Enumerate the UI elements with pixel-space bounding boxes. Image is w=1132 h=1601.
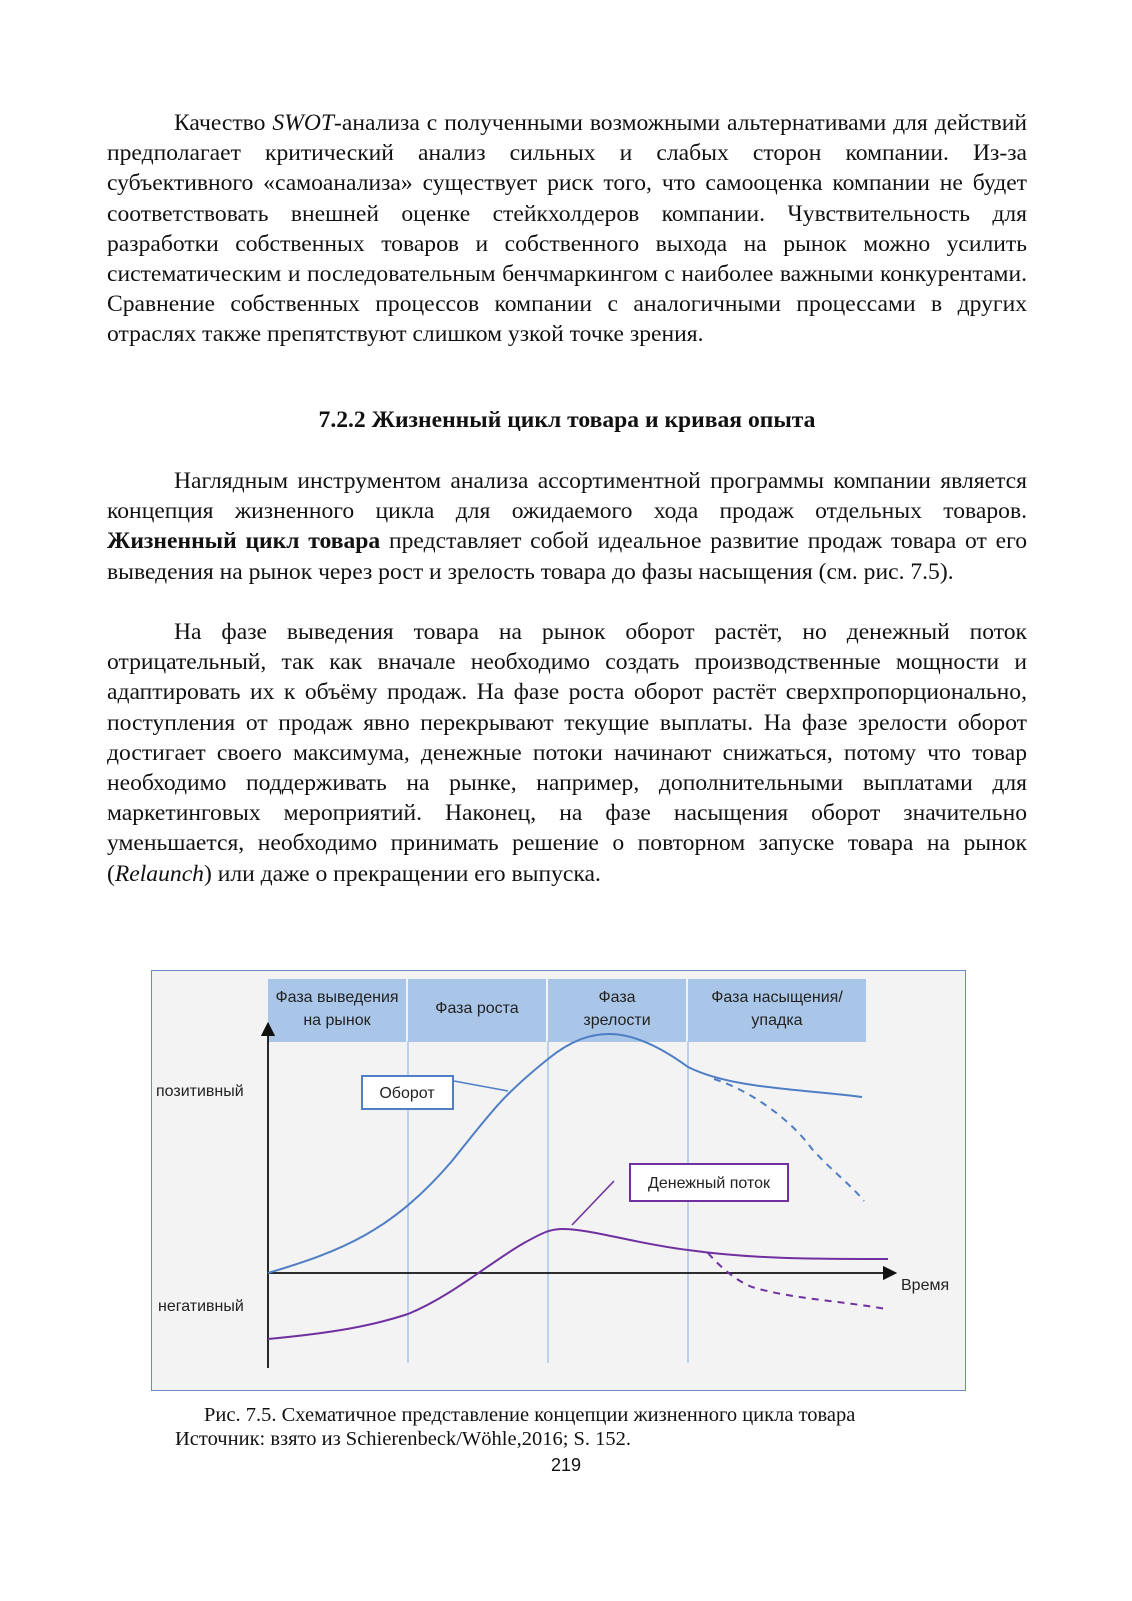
turnover-curve [268,1034,862,1273]
paragraph-text: -анализа с полученными возможными альтернативами для действий предполагает критический анализ сильных и слабых сторон компании. Из-за субъективного «самоанализа» существует риск того, что самооценка компании не будет соответствовать внешней оценке стейкхолдеров компании. Чувствительность для разработки собственных товаров и собственного выхода на рынок можно усилить систематическим и последовательным бенчмаркингом с наиболее важными конкурентами. Сравнение собственных процессов компании с аналогичными процессами в других отраслях также препятствуют слишком узкой точке зрения. [107,110,1027,348]
paragraph-life-cycle-phases [107,617,1027,889]
phase-label-saturation-line2: упадка [751,1012,803,1029]
life-cycle-term: Жизненный цикл товара [107,528,381,555]
cashflow-curve [268,1229,888,1339]
paragraph-text: Наглядным инструментом анализа ассортиментной программы компании является концепция жизненного цикла для ожидаемого хода продаж отдельных товаров. [107,468,1027,525]
paragraph-text: Качество [174,110,273,136]
relaunch-term: Relaunch [114,860,204,887]
x-axis-label: Время [901,1277,950,1294]
swot-term: SWOT [272,110,335,136]
turnover-callout-line [454,1081,508,1091]
paragraph-swot-quality [107,108,1027,350]
figure-source: Источник: взято из Schierenbeck/Wöhle,2016; S. 152. [175,1428,632,1450]
page-number: 219 [550,1455,582,1475]
paragraph-text: На фазе выведения товара на рынок оборот растёт, но денежный поток отрицательный, так как вначале необходимо создать производственные мощности и адаптировать их к объёму продаж. На фазе роста оборот растёт сверхпропорционально, поступления от продаж явно перекрывают текущие выплаты. На фазе зрелости оборот достигает своего максимума, денежные потоки начинают снижаться, потому что товар необходимо поддерживать на рынке, например, дополнительными выплатами для маркетинговых мероприятий. Наконец, на фазе насыщения оборот значительно уменьшается, необходимо принимать решение о повторном запуске товара на рынок ( [107,619,1027,887]
phase-label-growth: Фаза роста [435,1000,519,1017]
phase-label-saturation-line1: Фаза насыщения/ [711,989,843,1006]
paragraph-text: ) или даже о прекращении его выпуска. [203,860,601,887]
phase-label-introduction-line1: Фаза выведения [275,989,399,1006]
life-cycle-figure [151,970,966,1391]
turnover-label: Оборот [379,1085,435,1102]
paragraph-life-cycle-intro [107,466,1027,587]
phase-label-maturity-line2: зрелости [583,1012,651,1029]
figure-caption: Рис. 7.5. Схематичное представление концепции жизненного цикла товара [204,1404,856,1426]
cashflow-callout-line [572,1181,614,1225]
life-cycle-diagram [152,971,967,1392]
cashflow-label: Денежный поток [648,1175,770,1192]
cashflow-decline-curve [708,1253,886,1309]
phase-label-maturity-line1: Фаза [598,989,636,1006]
y-negative-label: негативный [158,1298,244,1315]
paragraph-text: представляет собой идеальное развитие продаж товара от его выведения на рынок через рост и зрелость товара до фазы насыщения (см. рис. 7.5). [107,528,1027,585]
y-positive-label: позитивный [156,1083,244,1100]
section-heading: 7.2.2 Жизненный цикл товара и кривая опыта [318,407,816,433]
phase-label-introduction-line2: на рынок [303,1012,371,1029]
